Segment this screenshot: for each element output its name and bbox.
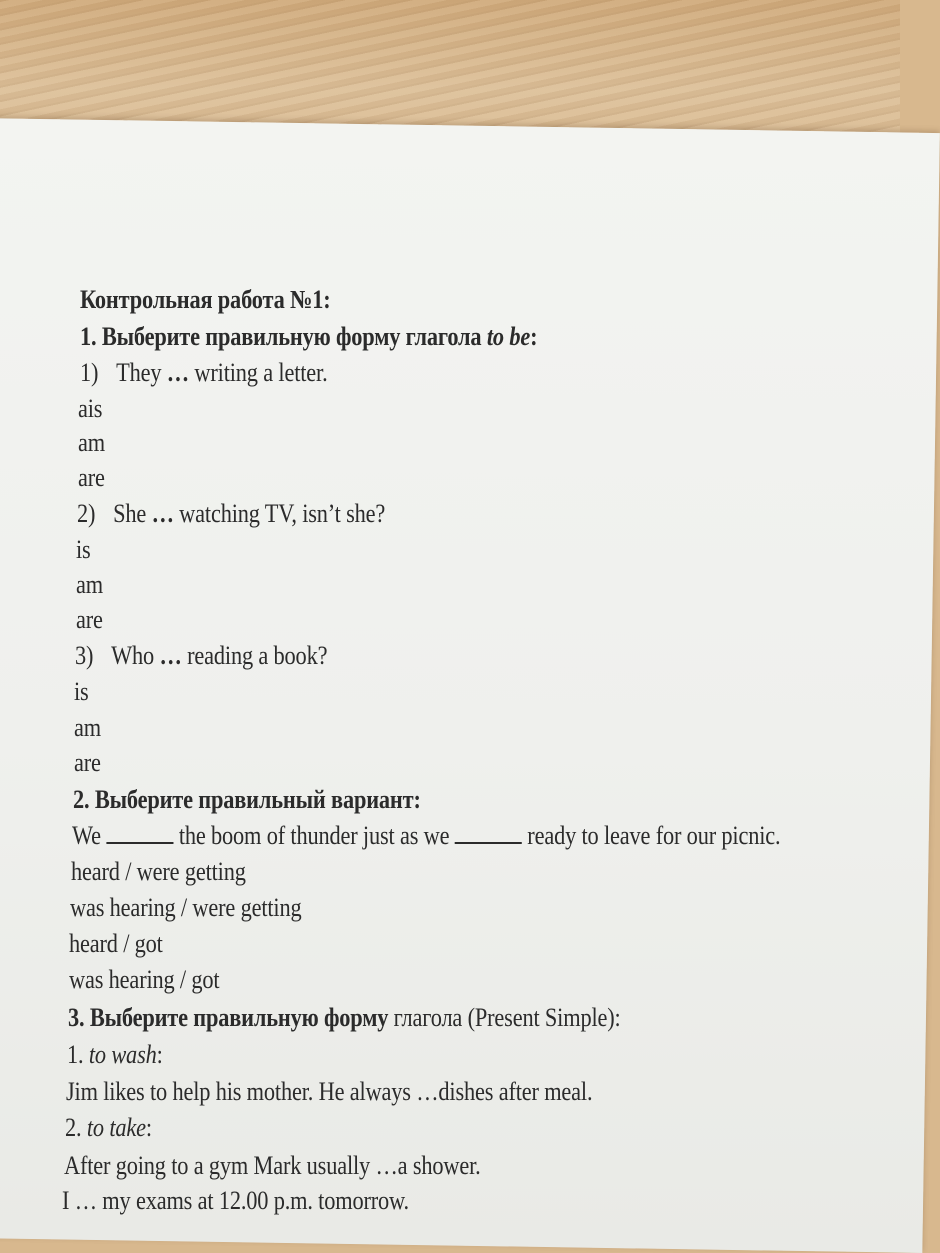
question-3-option: are xyxy=(74,748,101,777)
question-1-option: am xyxy=(78,428,105,457)
answer-blank xyxy=(106,824,173,844)
task3-item-1-label: 1. to wash: xyxy=(67,1040,163,1069)
cut-off-line: I … my exams at 12.00 p.m. tomorrow. xyxy=(62,1186,409,1215)
question-3-option: is xyxy=(74,677,89,706)
task2-sentence: We the boom of thunder just as we ready to leave for our picnic. xyxy=(72,821,781,850)
worksheet-title: Контрольная работа №1: xyxy=(80,285,331,314)
question-2-option: is xyxy=(76,535,91,564)
task3-item-2-sentence: After going to a gym Mark usually …a shower. xyxy=(64,1151,481,1180)
task2-option: heard / were getting xyxy=(71,857,246,886)
question-2-option: are xyxy=(76,605,103,634)
task3-heading: 3. Выберите правильную форму глагола (Present Simple): xyxy=(68,1003,621,1032)
task3-item-2-label: 2. to take: xyxy=(65,1113,152,1142)
task2-option: heard / got xyxy=(69,929,163,958)
question-1-option: ais xyxy=(78,394,103,423)
task2-heading: 2. Выберите правильный вариант: xyxy=(73,785,421,814)
question-3-option: am xyxy=(74,713,101,742)
task2-option: was hearing / were getting xyxy=(70,893,302,922)
question-1-option: are xyxy=(78,463,105,492)
task1-heading: 1. Выберите правильную форму глагола to be: xyxy=(80,322,538,351)
answer-blank xyxy=(455,824,522,844)
task3-item-1-sentence: Jim likes to help his mother. He always …dishes after meal. xyxy=(66,1077,593,1106)
question-2: 2) She … watching TV, isn’t she? xyxy=(77,499,386,528)
question-2-option: am xyxy=(76,570,103,599)
question-1: 1) They … writing a letter. xyxy=(80,358,328,387)
cut-off-line-container xyxy=(0,1186,900,1215)
task2-option: was hearing / got xyxy=(69,965,220,994)
question-3: 3) Who … reading a book? xyxy=(75,641,328,670)
